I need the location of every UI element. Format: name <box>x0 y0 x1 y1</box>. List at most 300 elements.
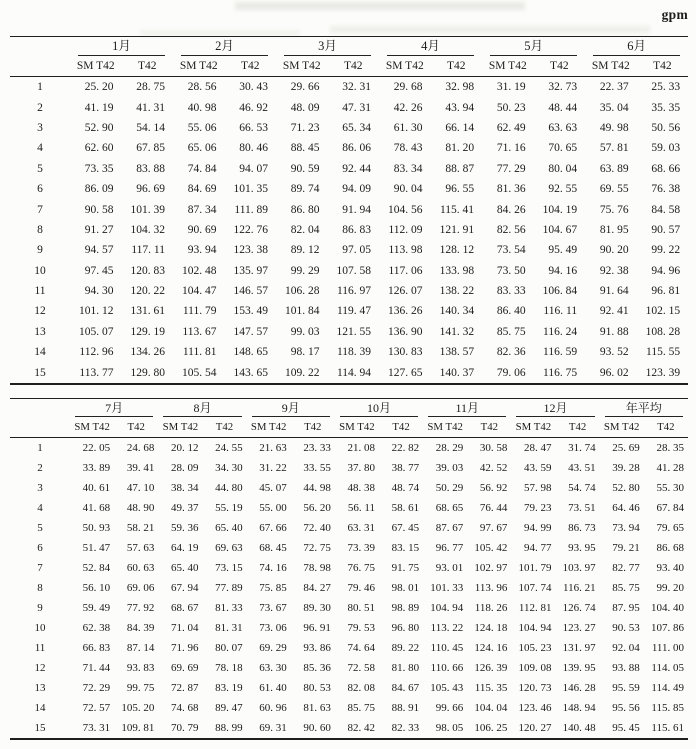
data-cell: 85. 75 <box>496 325 526 338</box>
data-cell: 52. 84 <box>82 562 111 574</box>
data-cell: 45. 07 <box>259 482 287 494</box>
subcol-header-t42: T42 <box>114 417 158 438</box>
subcol-header-sm-t42: SM T42 <box>335 417 379 438</box>
subheader-row <box>10 417 688 438</box>
data-cell: 32. 98 <box>445 81 475 94</box>
data-cell: 72. 40 <box>303 522 331 534</box>
data-cell: 50. 23 <box>496 101 526 114</box>
month-label: 6月 <box>627 39 646 54</box>
data-cell: 101. 84 <box>285 305 320 318</box>
data-cell: 49. 37 <box>170 502 199 514</box>
data-cell: 136. 26 <box>388 305 423 318</box>
data-cell: 116. 75 <box>534 362 586 383</box>
data-cell: 87. 67 <box>435 522 464 534</box>
month-label: 4月 <box>421 39 440 54</box>
data-cell: 153. 49 <box>233 305 269 318</box>
data-cell: 111. 79 <box>182 305 217 318</box>
data-cell: 69. 06 <box>126 582 155 594</box>
table-row <box>10 678 688 698</box>
data-cell: 104. 40 <box>651 602 684 614</box>
table-row <box>10 97 688 117</box>
data-cell: 43. 59 <box>523 462 552 474</box>
data-cell: 88. 45 <box>290 142 320 155</box>
data-cell: 123. 39 <box>637 362 689 383</box>
data-cell: 63. 31 <box>347 522 375 534</box>
data-cell: 25. 33 <box>651 81 681 94</box>
data-cell: 88. 87 <box>445 162 475 175</box>
data-cell: 118. 26 <box>474 602 508 614</box>
print-bleed-artifact <box>235 2 525 10</box>
table-row <box>10 362 688 383</box>
data-cell: 81. 80 <box>391 662 420 674</box>
data-cell: 73. 50 <box>496 264 526 277</box>
data-cell: 29. 66 <box>290 81 320 94</box>
data-cell: 69. 63 <box>215 542 243 554</box>
row-label: 13 <box>34 325 46 338</box>
data-cell: 58. 21 <box>126 522 155 534</box>
row-label: 2 <box>37 462 43 474</box>
data-cell: 98. 89 <box>391 602 420 614</box>
data-cell: 62. 38 <box>82 622 111 634</box>
data-cell: 28. 09 <box>170 462 199 474</box>
row-label: 3 <box>37 121 43 134</box>
data-cell: 78. 43 <box>393 142 423 155</box>
month-label: 7月 <box>105 400 124 415</box>
month-header-cell <box>423 399 511 418</box>
data-cell: 71. 96 <box>170 642 199 654</box>
data-cell: 72. 29 <box>82 682 111 694</box>
data-cell: 60. 96 <box>259 702 287 714</box>
row-label: 9 <box>37 602 43 614</box>
subcol-header-sm-t42: SM T42 <box>379 56 431 77</box>
data-cell: 68. 45 <box>259 542 287 554</box>
data-cell: 120. 83 <box>130 264 166 277</box>
data-cell: 80. 53 <box>303 682 331 694</box>
data-cell: 117. 06 <box>388 264 423 277</box>
data-cell: 86. 40 <box>496 305 526 318</box>
data-cell: 69. 69 <box>170 662 199 674</box>
data-cell: 96. 69 <box>136 183 166 196</box>
row-label: 1 <box>37 81 43 94</box>
data-cell: 92. 41 <box>599 305 629 318</box>
table-jan-jun <box>10 36 688 385</box>
data-cell: 98. 17 <box>290 346 320 359</box>
data-cell: 95. 45 <box>600 718 644 739</box>
data-cell: 70. 65 <box>548 142 578 155</box>
data-cell: 73. 67 <box>259 602 287 614</box>
data-cell: 28. 47 <box>523 442 552 454</box>
data-cell: 101. 12 <box>79 305 114 318</box>
data-cell: 74. 68 <box>170 702 199 714</box>
month-label: 年平均 <box>625 400 662 415</box>
data-cell: 101. 35 <box>233 183 269 196</box>
month-group-underline <box>75 402 153 417</box>
data-cell: 99. 03 <box>290 325 320 338</box>
data-cell: 104. 94 <box>518 622 552 634</box>
data-cell: 140. 34 <box>439 305 475 318</box>
data-cell: 93. 83 <box>126 662 155 674</box>
table-row <box>10 518 688 538</box>
data-cell: 86. 73 <box>568 522 596 534</box>
table-row <box>10 199 688 219</box>
data-cell: 98. 05 <box>423 718 467 739</box>
data-cell: 35. 35 <box>651 101 681 114</box>
data-cell: 40. 98 <box>187 101 217 114</box>
data-cell: 78. 98 <box>303 562 331 574</box>
data-cell: 82. 08 <box>347 682 375 694</box>
data-cell: 113. 77 <box>70 362 122 383</box>
data-cell: 23. 33 <box>303 442 331 454</box>
data-cell: 120. 73 <box>518 682 552 694</box>
data-cell: 77. 89 <box>215 582 243 594</box>
data-cell: 79. 23 <box>523 502 552 514</box>
data-cell: 96. 80 <box>391 622 420 634</box>
month-label: 12月 <box>543 400 568 415</box>
data-cell: 24. 55 <box>215 442 243 454</box>
data-cell: 74. 64 <box>347 642 375 654</box>
data-cell: 105. 07 <box>79 325 114 338</box>
data-cell: 80. 51 <box>347 602 375 614</box>
data-cell: 69. 31 <box>247 718 291 739</box>
table-jul-dec <box>10 398 688 740</box>
data-cell: 39. 03 <box>435 462 464 474</box>
data-cell: 86. 06 <box>342 142 372 155</box>
data-cell: 76. 44 <box>479 502 508 514</box>
data-cell: 30. 43 <box>239 81 269 94</box>
table-row <box>10 77 688 98</box>
data-cell: 133. 98 <box>439 264 475 277</box>
data-cell: 59. 03 <box>651 142 681 155</box>
data-cell: 143. 65 <box>225 362 277 383</box>
month-group-underline <box>387 40 474 56</box>
data-cell: 92. 44 <box>342 162 372 175</box>
data-cell: 91. 27 <box>84 223 114 236</box>
table-row <box>10 281 688 301</box>
data-cell: 89. 22 <box>391 642 420 654</box>
data-cell: 134. 26 <box>130 346 166 359</box>
month-label: 8月 <box>193 400 212 415</box>
data-cell: 126. 74 <box>562 602 596 614</box>
data-cell: 35. 04 <box>599 101 629 114</box>
data-cell: 92. 04 <box>612 642 640 654</box>
data-cell: 29. 68 <box>393 81 423 94</box>
data-cell: 33. 55 <box>303 462 331 474</box>
row-label: 6 <box>37 183 43 196</box>
subcol-header-sm-t42: SM T42 <box>600 417 644 438</box>
data-cell: 122. 76 <box>233 223 269 236</box>
data-cell: 22. 05 <box>82 442 111 454</box>
data-cell: 55. 30 <box>656 482 684 494</box>
row-label: 10 <box>34 622 46 634</box>
data-cell: 84. 27 <box>303 582 331 594</box>
subcol-header-t42: T42 <box>379 417 423 438</box>
data-cell: 96. 77 <box>435 542 464 554</box>
data-cell: 101. 79 <box>518 562 552 574</box>
data-cell: 56. 11 <box>347 502 375 514</box>
data-cell: 87. 14 <box>126 642 155 654</box>
data-cell: 56. 10 <box>82 582 111 594</box>
data-cell: 48. 44 <box>548 101 578 114</box>
data-cell: 116. 21 <box>563 582 596 594</box>
row-label: 5 <box>37 162 43 175</box>
subcol-header-sm-t42: SM T42 <box>247 417 291 438</box>
data-cell: 112. 81 <box>518 602 552 614</box>
table-row <box>10 478 688 498</box>
data-cell: 77. 92 <box>126 602 155 614</box>
data-cell: 104. 19 <box>542 203 578 216</box>
data-cell: 94. 09 <box>342 183 372 196</box>
data-cell: 94. 77 <box>523 542 552 554</box>
data-cell: 81. 95 <box>599 223 629 236</box>
data-cell: 52. 90 <box>84 121 114 134</box>
data-cell: 90. 20 <box>599 244 629 257</box>
data-cell: 106. 84 <box>542 285 578 298</box>
data-cell: 86. 83 <box>342 223 372 236</box>
subcol-header-t42: T42 <box>637 56 689 77</box>
table-row <box>10 438 688 459</box>
data-cell: 96. 81 <box>651 285 681 298</box>
table-row <box>10 220 688 240</box>
data-cell: 52. 80 <box>612 482 640 494</box>
data-cell: 127. 65 <box>379 362 431 383</box>
table-row <box>10 240 688 260</box>
data-cell: 67. 85 <box>136 142 166 155</box>
data-cell: 93. 86 <box>303 642 331 654</box>
row-label: 9 <box>37 244 43 257</box>
data-cell: 50. 29 <box>435 482 464 494</box>
data-cell: 71. 04 <box>170 622 199 634</box>
table-row <box>10 322 688 342</box>
corner-cell <box>10 37 70 57</box>
data-cell: 90. 53 <box>612 622 640 634</box>
data-cell: 109. 81 <box>114 718 158 739</box>
data-cell: 31. 19 <box>496 81 526 94</box>
row-label: 15 <box>10 362 70 383</box>
data-cell: 104. 94 <box>430 602 464 614</box>
data-cell: 129. 19 <box>130 325 166 338</box>
data-cell: 95. 49 <box>548 244 578 257</box>
data-cell: 148. 94 <box>562 702 596 714</box>
data-cell: 39. 41 <box>126 462 155 474</box>
data-cell: 123. 38 <box>233 244 269 257</box>
table-row <box>10 698 688 718</box>
data-cell: 135. 97 <box>233 264 269 277</box>
data-cell: 43. 51 <box>568 462 596 474</box>
row-label: 15 <box>10 718 70 739</box>
data-cell: 48. 38 <box>347 482 375 494</box>
data-cell: 107. 58 <box>336 264 372 277</box>
subcol-header-sm-t42: SM T42 <box>585 56 637 77</box>
data-cell: 83. 34 <box>393 162 423 175</box>
data-cell: 124. 16 <box>474 642 508 654</box>
row-label: 14 <box>34 702 46 714</box>
data-cell: 118. 39 <box>336 346 372 359</box>
data-cell: 61. 40 <box>259 682 287 694</box>
month-group-underline <box>181 40 268 56</box>
data-cell: 93. 88 <box>612 662 640 674</box>
data-cell: 103. 97 <box>562 562 596 574</box>
row-label: 14 <box>34 346 46 359</box>
month-group-underline <box>516 402 594 417</box>
data-cell: 91. 75 <box>391 562 420 574</box>
table-row <box>10 261 688 281</box>
data-cell: 81. 31 <box>215 622 243 634</box>
data-cell: 40. 61 <box>82 482 111 494</box>
table-row <box>10 618 688 638</box>
data-cell: 121. 91 <box>439 223 475 236</box>
data-cell: 72. 87 <box>170 682 199 694</box>
data-cell: 73. 31 <box>70 718 114 739</box>
data-cell: 42. 26 <box>393 101 423 114</box>
data-cell: 79. 06 <box>482 362 534 383</box>
data-cell: 48. 09 <box>290 101 320 114</box>
data-cell: 73. 35 <box>84 162 114 175</box>
data-cell: 104. 32 <box>130 223 166 236</box>
month-header-cell <box>70 37 173 57</box>
month-label: 1月 <box>112 39 131 54</box>
month-label: 11月 <box>455 400 480 415</box>
row-label: 7 <box>37 203 43 216</box>
data-cell: 82. 42 <box>335 718 379 739</box>
subcol-header-t42: T42 <box>202 417 246 438</box>
month-header-cell <box>247 399 335 418</box>
data-cell: 43. 94 <box>445 101 475 114</box>
data-cell: 49. 98 <box>599 121 629 134</box>
data-cell: 93. 01 <box>435 562 464 574</box>
data-cell: 89. 12 <box>290 244 320 257</box>
corner-cell <box>10 399 70 418</box>
data-cell: 110. 45 <box>430 642 464 654</box>
data-cell: 82. 33 <box>379 718 423 739</box>
data-cell: 101. 39 <box>130 203 166 216</box>
data-cell: 94. 57 <box>84 244 114 257</box>
data-cell: 69. 55 <box>599 183 629 196</box>
data-cell: 99. 29 <box>290 264 320 277</box>
row-label: 1 <box>37 442 43 454</box>
data-cell: 110. 66 <box>430 662 464 674</box>
data-cell: 67. 84 <box>656 502 684 514</box>
data-cell: 66. 14 <box>445 121 475 134</box>
data-cell: 68. 67 <box>170 602 199 614</box>
data-cell: 89. 30 <box>303 602 331 614</box>
data-cell: 41. 28 <box>656 462 684 474</box>
data-cell: 63. 30 <box>259 662 287 674</box>
data-cell: 94. 07 <box>239 162 269 175</box>
data-cell: 88. 99 <box>202 718 246 739</box>
data-cell: 93. 52 <box>599 346 629 359</box>
data-cell: 119. 47 <box>336 305 372 318</box>
row-label: 6 <box>37 542 43 554</box>
data-cell: 33. 89 <box>82 462 111 474</box>
data-cell: 84. 58 <box>651 203 681 216</box>
data-cell: 64. 19 <box>170 542 199 554</box>
data-cell: 82. 04 <box>290 223 320 236</box>
month-header-cell <box>511 399 599 418</box>
data-cell: 107. 74 <box>518 582 552 594</box>
data-cell: 25. 20 <box>84 81 114 94</box>
data-cell: 112. 09 <box>388 223 423 236</box>
data-cell: 88. 91 <box>391 702 420 714</box>
data-cell: 87. 95 <box>612 602 640 614</box>
subcol-header-t42: T42 <box>534 56 586 77</box>
data-cell: 42. 52 <box>479 462 508 474</box>
data-cell: 46. 92 <box>239 101 269 114</box>
print-bleed-artifact <box>330 26 650 33</box>
subcol-header-sm-t42: SM T42 <box>276 56 328 77</box>
subcol-header-t42: T42 <box>122 56 174 77</box>
data-cell: 72. 58 <box>347 662 375 674</box>
table-row <box>10 342 688 362</box>
data-cell: 64. 46 <box>612 502 640 514</box>
month-label: 3月 <box>318 39 337 54</box>
month-group-underline <box>284 40 371 56</box>
row-label: 10 <box>34 264 46 277</box>
data-cell: 113. 67 <box>182 325 217 338</box>
data-cell: 113. 22 <box>430 622 464 634</box>
data-cell: 66. 83 <box>82 642 111 654</box>
month-header-cell <box>173 37 276 57</box>
data-cell: 106. 25 <box>467 718 511 739</box>
row-label: 4 <box>37 142 43 155</box>
data-cell: 115. 85 <box>651 702 684 714</box>
data-cell: 71. 44 <box>82 662 111 674</box>
table-row <box>10 159 688 179</box>
data-cell: 96. 55 <box>445 183 475 196</box>
data-cell: 109. 22 <box>276 362 328 383</box>
month-header-cell <box>276 37 379 57</box>
data-cell: 21. 08 <box>347 442 375 454</box>
table-row <box>10 538 688 558</box>
data-cell: 94. 30 <box>84 285 114 298</box>
data-cell: 112. 96 <box>79 346 114 359</box>
data-cell: 48. 90 <box>126 502 155 514</box>
data-cell: 138. 22 <box>439 285 475 298</box>
data-cell: 91. 64 <box>599 285 629 298</box>
row-label: 3 <box>37 482 43 494</box>
data-cell: 34. 30 <box>215 462 243 474</box>
data-cell: 106. 28 <box>285 285 320 298</box>
data-cell: 139. 95 <box>562 662 596 674</box>
row-label: 4 <box>37 502 43 514</box>
data-cell: 37. 80 <box>347 462 375 474</box>
month-header-cell <box>379 37 482 57</box>
data-cell: 104. 04 <box>474 702 508 714</box>
data-cell: 81. 63 <box>303 702 331 714</box>
month-header-cell <box>482 37 585 57</box>
data-cell: 57. 98 <box>523 482 552 494</box>
data-cell: 105. 43 <box>430 682 464 694</box>
row-label: 8 <box>37 582 43 594</box>
data-cell: 84. 26 <box>496 203 526 216</box>
subcol-header-sm-t42: SM T42 <box>423 417 467 438</box>
month-group-underline <box>593 40 680 56</box>
subcol-header-t42: T42 <box>328 56 380 77</box>
month-group-underline <box>490 40 577 56</box>
data-cell: 111. 81 <box>182 346 217 359</box>
data-cell: 58. 61 <box>391 502 420 514</box>
month-label: 5月 <box>524 39 543 54</box>
data-cell: 65. 06 <box>187 142 217 155</box>
data-cell: 99. 22 <box>651 244 681 257</box>
data-cell: 116. 97 <box>336 285 372 298</box>
data-cell: 123. 46 <box>518 702 552 714</box>
data-cell: 82. 36 <box>496 346 526 359</box>
data-cell: 79. 46 <box>347 582 375 594</box>
table-row <box>10 598 688 618</box>
data-cell: 115. 41 <box>439 203 475 216</box>
data-cell: 148. 65 <box>233 346 269 359</box>
data-cell: 117. 11 <box>131 244 166 257</box>
